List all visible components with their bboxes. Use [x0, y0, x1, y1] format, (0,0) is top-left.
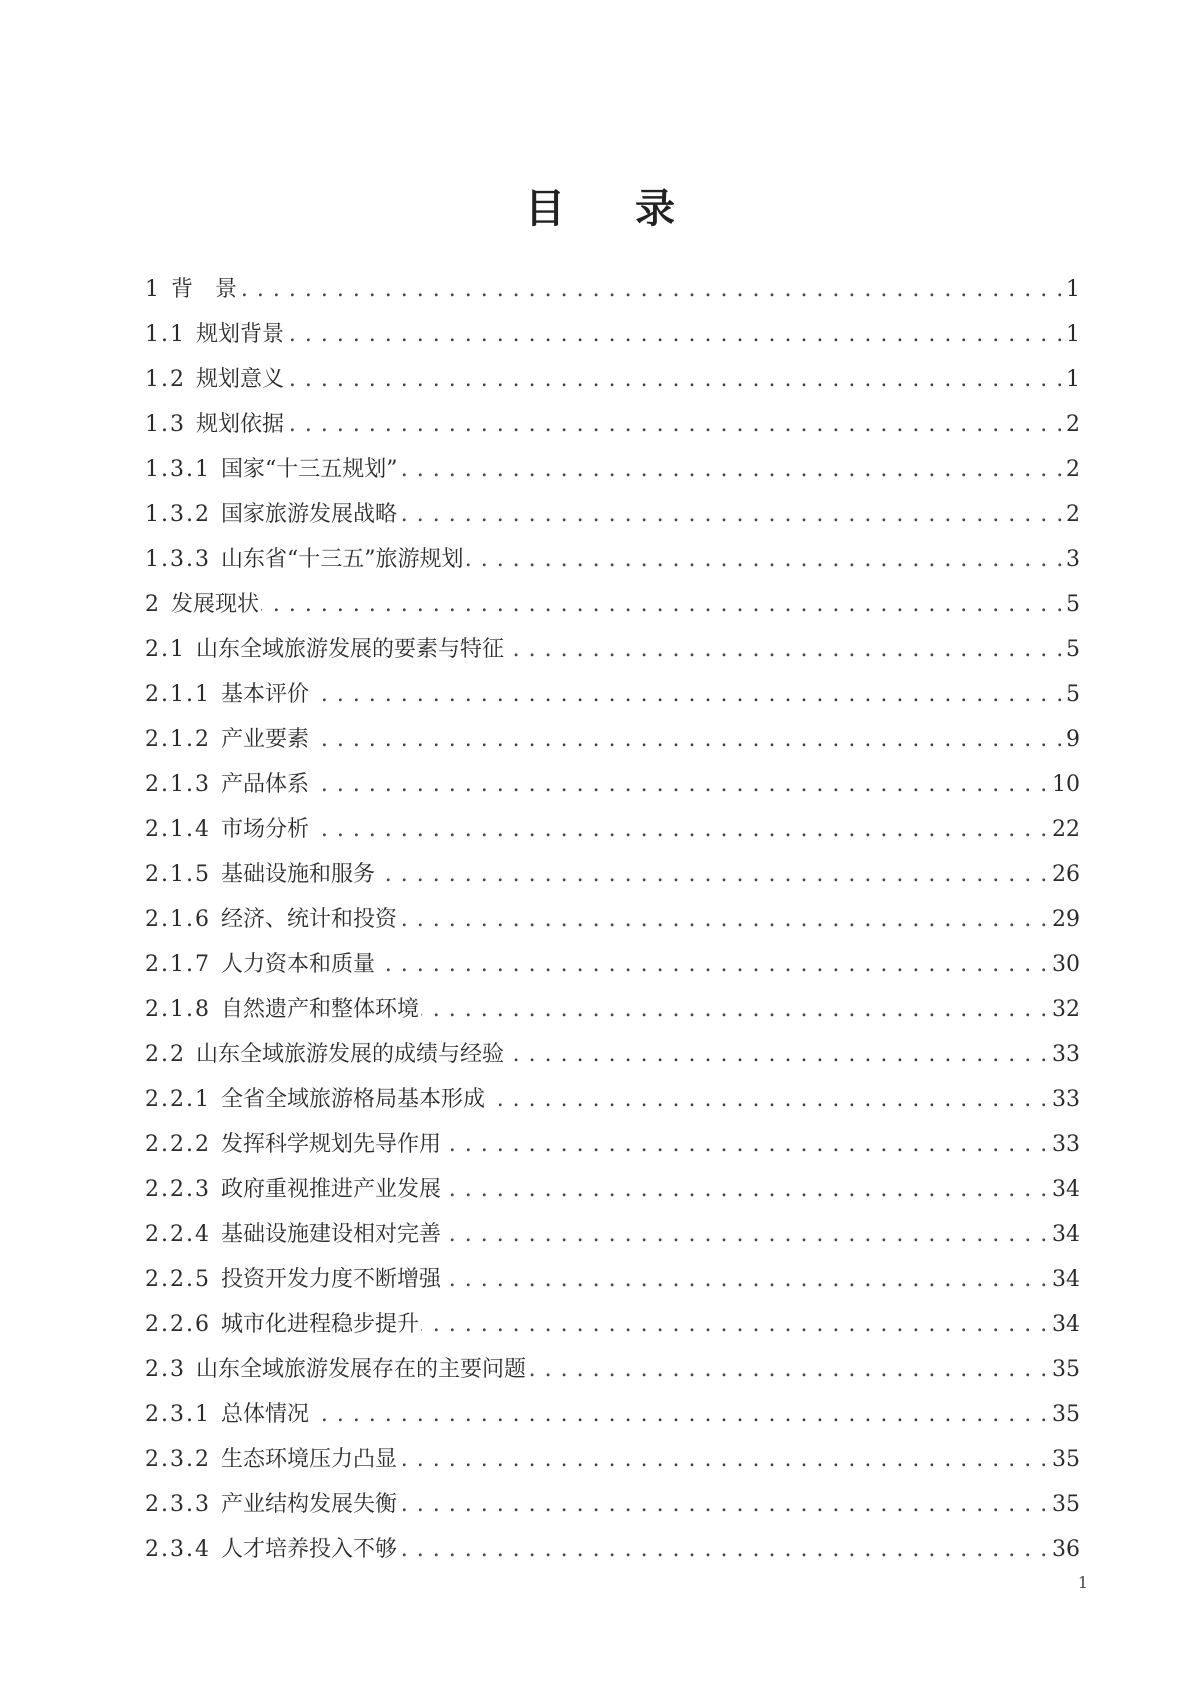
toc-entry[interactable]	[145, 313, 1080, 358]
table-of-contents	[145, 268, 1080, 1573]
toc-entry[interactable]	[145, 943, 1080, 988]
toc-section-number: 2.2.5	[145, 1267, 211, 1292]
toc-section-title: 产品体系	[220, 772, 309, 797]
toc-entry[interactable]	[145, 1213, 1080, 1258]
toc-section-title: 规划背景	[196, 322, 285, 347]
toc-page-number: 22	[1048, 808, 1080, 852]
toc-entry[interactable]	[145, 1033, 1080, 1078]
toc-page-number: 3	[1062, 538, 1080, 582]
toc-page-number: 35	[1048, 1438, 1080, 1482]
toc-section-number: 2.3.1	[145, 1402, 211, 1427]
toc-page-number: 35	[1048, 1393, 1080, 1437]
toc-entry-label	[145, 322, 286, 347]
toc-page-number: 1	[1062, 358, 1080, 402]
toc-entry[interactable]	[145, 448, 1080, 493]
toc-entry-label	[145, 907, 399, 932]
toc-entry-label	[145, 1402, 311, 1427]
toc-section-title: 投资开发力度不断增强	[220, 1267, 441, 1292]
toc-entry-label	[145, 502, 399, 527]
toc-entry[interactable]	[145, 763, 1080, 808]
toc-page-number: 26	[1048, 853, 1080, 897]
toc-section-number: 1.3.3	[145, 547, 211, 572]
toc-entry-label	[145, 1447, 399, 1472]
toc-entry-label	[145, 1537, 399, 1562]
toc-section-number: 2.1	[145, 637, 186, 662]
toc-section-number: 2.1.8	[145, 997, 211, 1022]
toc-entry-label	[145, 772, 311, 797]
toc-entry[interactable]	[145, 808, 1080, 853]
toc-page-number: 5	[1062, 583, 1080, 627]
toc-section-number: 2.1.6	[145, 907, 211, 932]
toc-entry[interactable]	[145, 1168, 1080, 1213]
toc-section-title: 经济、统计和投资	[220, 907, 397, 932]
toc-page-number: 30	[1048, 943, 1080, 987]
toc-section-number: 2.3	[145, 1357, 186, 1382]
toc-section-number: 2.1.2	[145, 727, 211, 752]
toc-entry[interactable]	[145, 493, 1080, 538]
toc-entry-label	[145, 412, 286, 437]
toc-page-number: 29	[1048, 898, 1080, 942]
toc-entry-label	[145, 817, 311, 842]
toc-section-number: 1.3.1	[145, 457, 211, 482]
toc-section-number: 2.2.4	[145, 1222, 211, 1247]
toc-section-title: 国家“十三五规划”	[220, 457, 398, 482]
toc-section-number: 1.3.2	[145, 502, 211, 527]
toc-entry[interactable]	[145, 1123, 1080, 1168]
toc-entry-label	[145, 592, 261, 617]
toc-entry-label	[145, 952, 377, 977]
toc-entry-label	[145, 1222, 443, 1247]
toc-section-title: 全省全域旅游格局基本形成	[220, 1087, 485, 1112]
toc-section-title: 总体情况	[220, 1402, 309, 1427]
toc-entry[interactable]	[145, 1078, 1080, 1123]
toc-section-title: 产业要素	[220, 727, 309, 752]
toc-page-number: 35	[1048, 1348, 1080, 1392]
toc-entry-label	[145, 862, 377, 887]
toc-section-number: 2.1.4	[145, 817, 211, 842]
toc-section-title: 发挥科学规划先导作用	[220, 1132, 441, 1157]
toc-entry-label	[145, 727, 311, 752]
toc-entry-label	[145, 367, 286, 392]
toc-entry-label	[145, 1357, 528, 1382]
toc-entry-label	[145, 1177, 443, 1202]
toc-page-number: 2	[1062, 448, 1080, 492]
toc-section-title: 基础设施和服务	[220, 862, 375, 887]
toc-entry[interactable]	[145, 1258, 1080, 1303]
toc-entry[interactable]	[145, 403, 1080, 448]
toc-section-number: 2.3.4	[145, 1537, 211, 1562]
toc-page-number: 35	[1048, 1483, 1080, 1527]
toc-page-number: 2	[1062, 493, 1080, 537]
toc-entry-label	[145, 637, 506, 662]
toc-section-title: 政府重视推进产业发展	[220, 1177, 441, 1202]
toc-page-number: 1	[1062, 313, 1080, 357]
toc-section-title: 山东省“十三五”旅游规划	[220, 547, 464, 572]
toc-section-title: 基础设施建设相对完善	[220, 1222, 441, 1247]
toc-entry-label	[145, 1492, 399, 1517]
toc-section-number: 2.1.1	[145, 682, 211, 707]
toc-entry-label	[145, 997, 421, 1022]
toc-page-number: 34	[1048, 1303, 1080, 1347]
toc-section-title: 背 景	[171, 277, 238, 302]
toc-section-title: 国家旅游发展战略	[220, 502, 397, 527]
toc-entry[interactable]	[145, 898, 1080, 943]
toc-section-title: 山东全域旅游发展存在的主要问题	[196, 1357, 527, 1382]
toc-page-number: 2	[1062, 403, 1080, 447]
page-title: 目 录	[525, 184, 703, 232]
toc-section-title: 山东全域旅游发展的要素与特征	[196, 637, 505, 662]
toc-section-number: 1.3	[145, 412, 186, 437]
toc-section-title: 生态环境压力凸显	[220, 1447, 397, 1472]
toc-entry[interactable]	[145, 988, 1080, 1033]
toc-entry-label	[145, 1267, 443, 1292]
toc-page-number: 34	[1048, 1168, 1080, 1212]
toc-entry-label	[145, 1042, 506, 1067]
toc-section-title: 山东全域旅游发展的成绩与经验	[196, 1042, 505, 1067]
toc-section-title: 规划依据	[196, 412, 285, 437]
toc-page-number: 5	[1062, 628, 1080, 672]
page-number: 1	[1077, 1573, 1088, 1592]
toc-section-number: 2.2.1	[145, 1087, 211, 1112]
toc-section-title: 人力资本和质量	[220, 952, 375, 977]
toc-section-title: 自然遗产和整体环境	[220, 997, 419, 1022]
toc-section-number: 2.1.3	[145, 772, 211, 797]
toc-section-number: 2.3.3	[145, 1492, 211, 1517]
toc-section-title: 发展现状	[171, 592, 260, 617]
toc-entry[interactable]	[145, 1528, 1080, 1573]
toc-section-title: 市场分析	[220, 817, 309, 842]
toc-entry[interactable]	[145, 673, 1080, 718]
toc-entry[interactable]	[145, 1348, 1080, 1393]
toc-entry[interactable]	[145, 1303, 1080, 1348]
toc-section-number: 2.3.2	[145, 1447, 211, 1472]
toc-entry[interactable]	[145, 628, 1080, 673]
toc-entry-label	[145, 1132, 443, 1157]
toc-page-number: 5	[1062, 673, 1080, 717]
toc-page-number: 10	[1048, 763, 1080, 807]
toc-page-number: 33	[1048, 1123, 1080, 1167]
toc-entry-label	[145, 1087, 487, 1112]
toc-section-number: 1.1	[145, 322, 186, 347]
toc-page-number: 32	[1048, 988, 1080, 1032]
toc-section-title: 规划意义	[196, 367, 285, 392]
toc-entry[interactable]	[145, 358, 1080, 403]
toc-entry-label	[145, 457, 399, 482]
toc-section-number: 2.1.7	[145, 952, 211, 977]
toc-entry[interactable]	[145, 1438, 1080, 1483]
toc-entry[interactable]	[145, 1483, 1080, 1528]
toc-section-title: 基本评价	[220, 682, 309, 707]
toc-section-title: 产业结构发展失衡	[220, 1492, 397, 1517]
toc-section-number: 2.2.2	[145, 1132, 211, 1157]
toc-section-number: 2	[145, 592, 161, 617]
toc-entry[interactable]	[145, 538, 1080, 583]
toc-section-number: 1	[145, 277, 161, 302]
toc-page-number: 1	[1062, 268, 1080, 312]
toc-entry[interactable]	[145, 1393, 1080, 1438]
toc-section-number: 2.2	[145, 1042, 186, 1067]
toc-page-number: 36	[1048, 1528, 1080, 1572]
toc-section-number: 1.2	[145, 367, 186, 392]
toc-entry-label	[145, 1312, 421, 1337]
toc-entry-label	[145, 277, 239, 302]
toc-section-number: 2.2.3	[145, 1177, 211, 1202]
toc-entry[interactable]	[145, 268, 1080, 313]
toc-entry[interactable]	[145, 583, 1080, 628]
toc-page-number: 34	[1048, 1258, 1080, 1302]
toc-entry[interactable]	[145, 718, 1080, 763]
toc-page-number: 33	[1048, 1033, 1080, 1077]
toc-section-number: 2.1.5	[145, 862, 211, 887]
toc-entry[interactable]	[145, 853, 1080, 898]
toc-section-number: 2.2.6	[145, 1312, 211, 1337]
toc-entry-label	[145, 547, 465, 572]
toc-page-number: 33	[1048, 1078, 1080, 1122]
toc-section-title: 人才培养投入不够	[220, 1537, 397, 1562]
toc-entry-label	[145, 682, 311, 707]
toc-section-title: 城市化进程稳步提升	[220, 1312, 419, 1337]
toc-page-number: 34	[1048, 1213, 1080, 1257]
toc-page-number: 9	[1062, 718, 1080, 762]
